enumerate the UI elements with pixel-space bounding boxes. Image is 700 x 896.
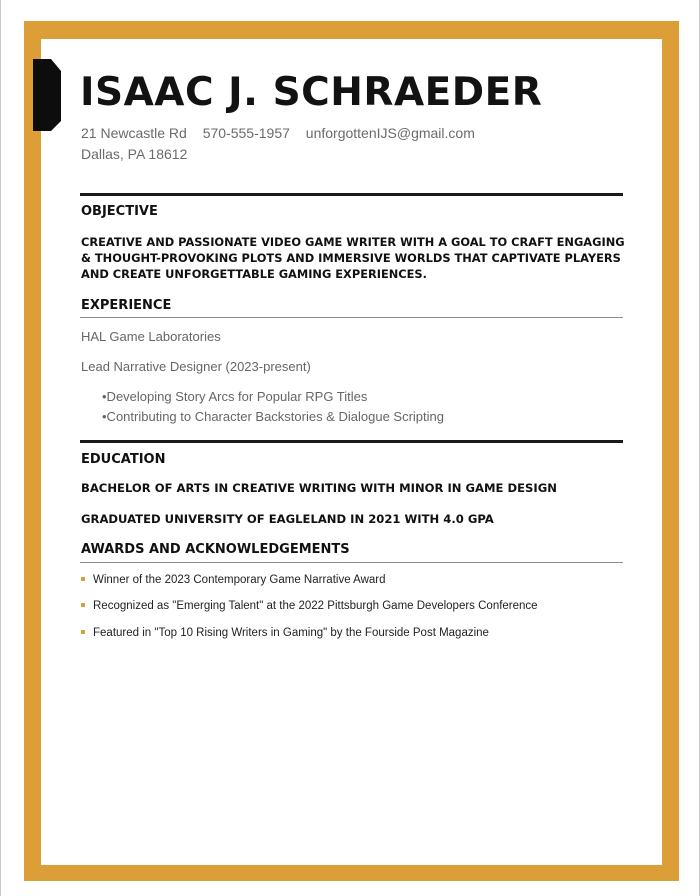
- bullet-square-icon: [81, 603, 85, 607]
- experience-heading: EXPERIENCE: [81, 298, 172, 313]
- award-item: [81, 600, 538, 612]
- award-item: [81, 574, 386, 586]
- education-line: BACHELOR OF ARTS IN CREATIVE WRITING WITH MINOR IN GAME DESIGN: [81, 481, 557, 495]
- bullet-square-icon: [81, 577, 85, 581]
- resume-name: ISAAC J. SCHRAEDER: [80, 70, 543, 115]
- award-text: Winner of the 2023 Contemporary Game Narrative Award: [93, 574, 386, 586]
- contact-block: [81, 123, 487, 165]
- experience-bullet: •Developing Story Arcs for Popular RPG Titles: [102, 389, 368, 404]
- education-line: GRADUATED UNIVERSITY OF EAGLELAND IN 2021 WITH 4.0 GPA: [81, 512, 494, 526]
- black-tab-marker: [33, 59, 61, 131]
- divider-thick: [80, 193, 623, 196]
- award-text: Featured in "Top 10 Rising Writers in Gaming" by the Fourside Post Magazine: [93, 627, 489, 639]
- bullet-square-icon: [81, 630, 85, 634]
- education-heading: EDUCATION: [81, 452, 166, 467]
- objective-heading: OBJECTIVE: [81, 204, 158, 219]
- objective-text: CREATIVE AND PASSIONATE VIDEO GAME WRITER WITH A GOAL TO CRAFT ENGAGING & THOUGHT-PROVOKING PLOTS AND IMMERSIVE WORLDS THAT CAPTIVATE PLAYERS AND CREATE UNFORGETTABLE GAMING EXPERIENCES.: [81, 235, 625, 281]
- award-item: [81, 627, 489, 639]
- award-text: Recognized as "Emerging Talent" at the 2022 Pittsburgh Game Developers Conference: [93, 600, 538, 612]
- divider-thin: [80, 562, 623, 563]
- contact-city: Dallas, PA 18612: [81, 146, 188, 162]
- experience-role: Lead Narrative Designer (2023-present): [81, 359, 311, 374]
- contact-address: 21 Newcastle Rd: [81, 125, 187, 141]
- experience-company: HAL Game Laboratories: [81, 329, 221, 344]
- awards-heading: AWARDS AND ACKNOWLEDGEMENTS: [81, 542, 350, 557]
- divider-thick: [80, 440, 623, 443]
- divider-thin: [80, 317, 623, 318]
- contact-email: unforgottenIJS@gmail.com: [305, 125, 475, 141]
- contact-phone: 570-555-1957: [202, 125, 290, 141]
- experience-bullet: •Contributing to Character Backstories & Dialogue Scripting: [102, 409, 444, 424]
